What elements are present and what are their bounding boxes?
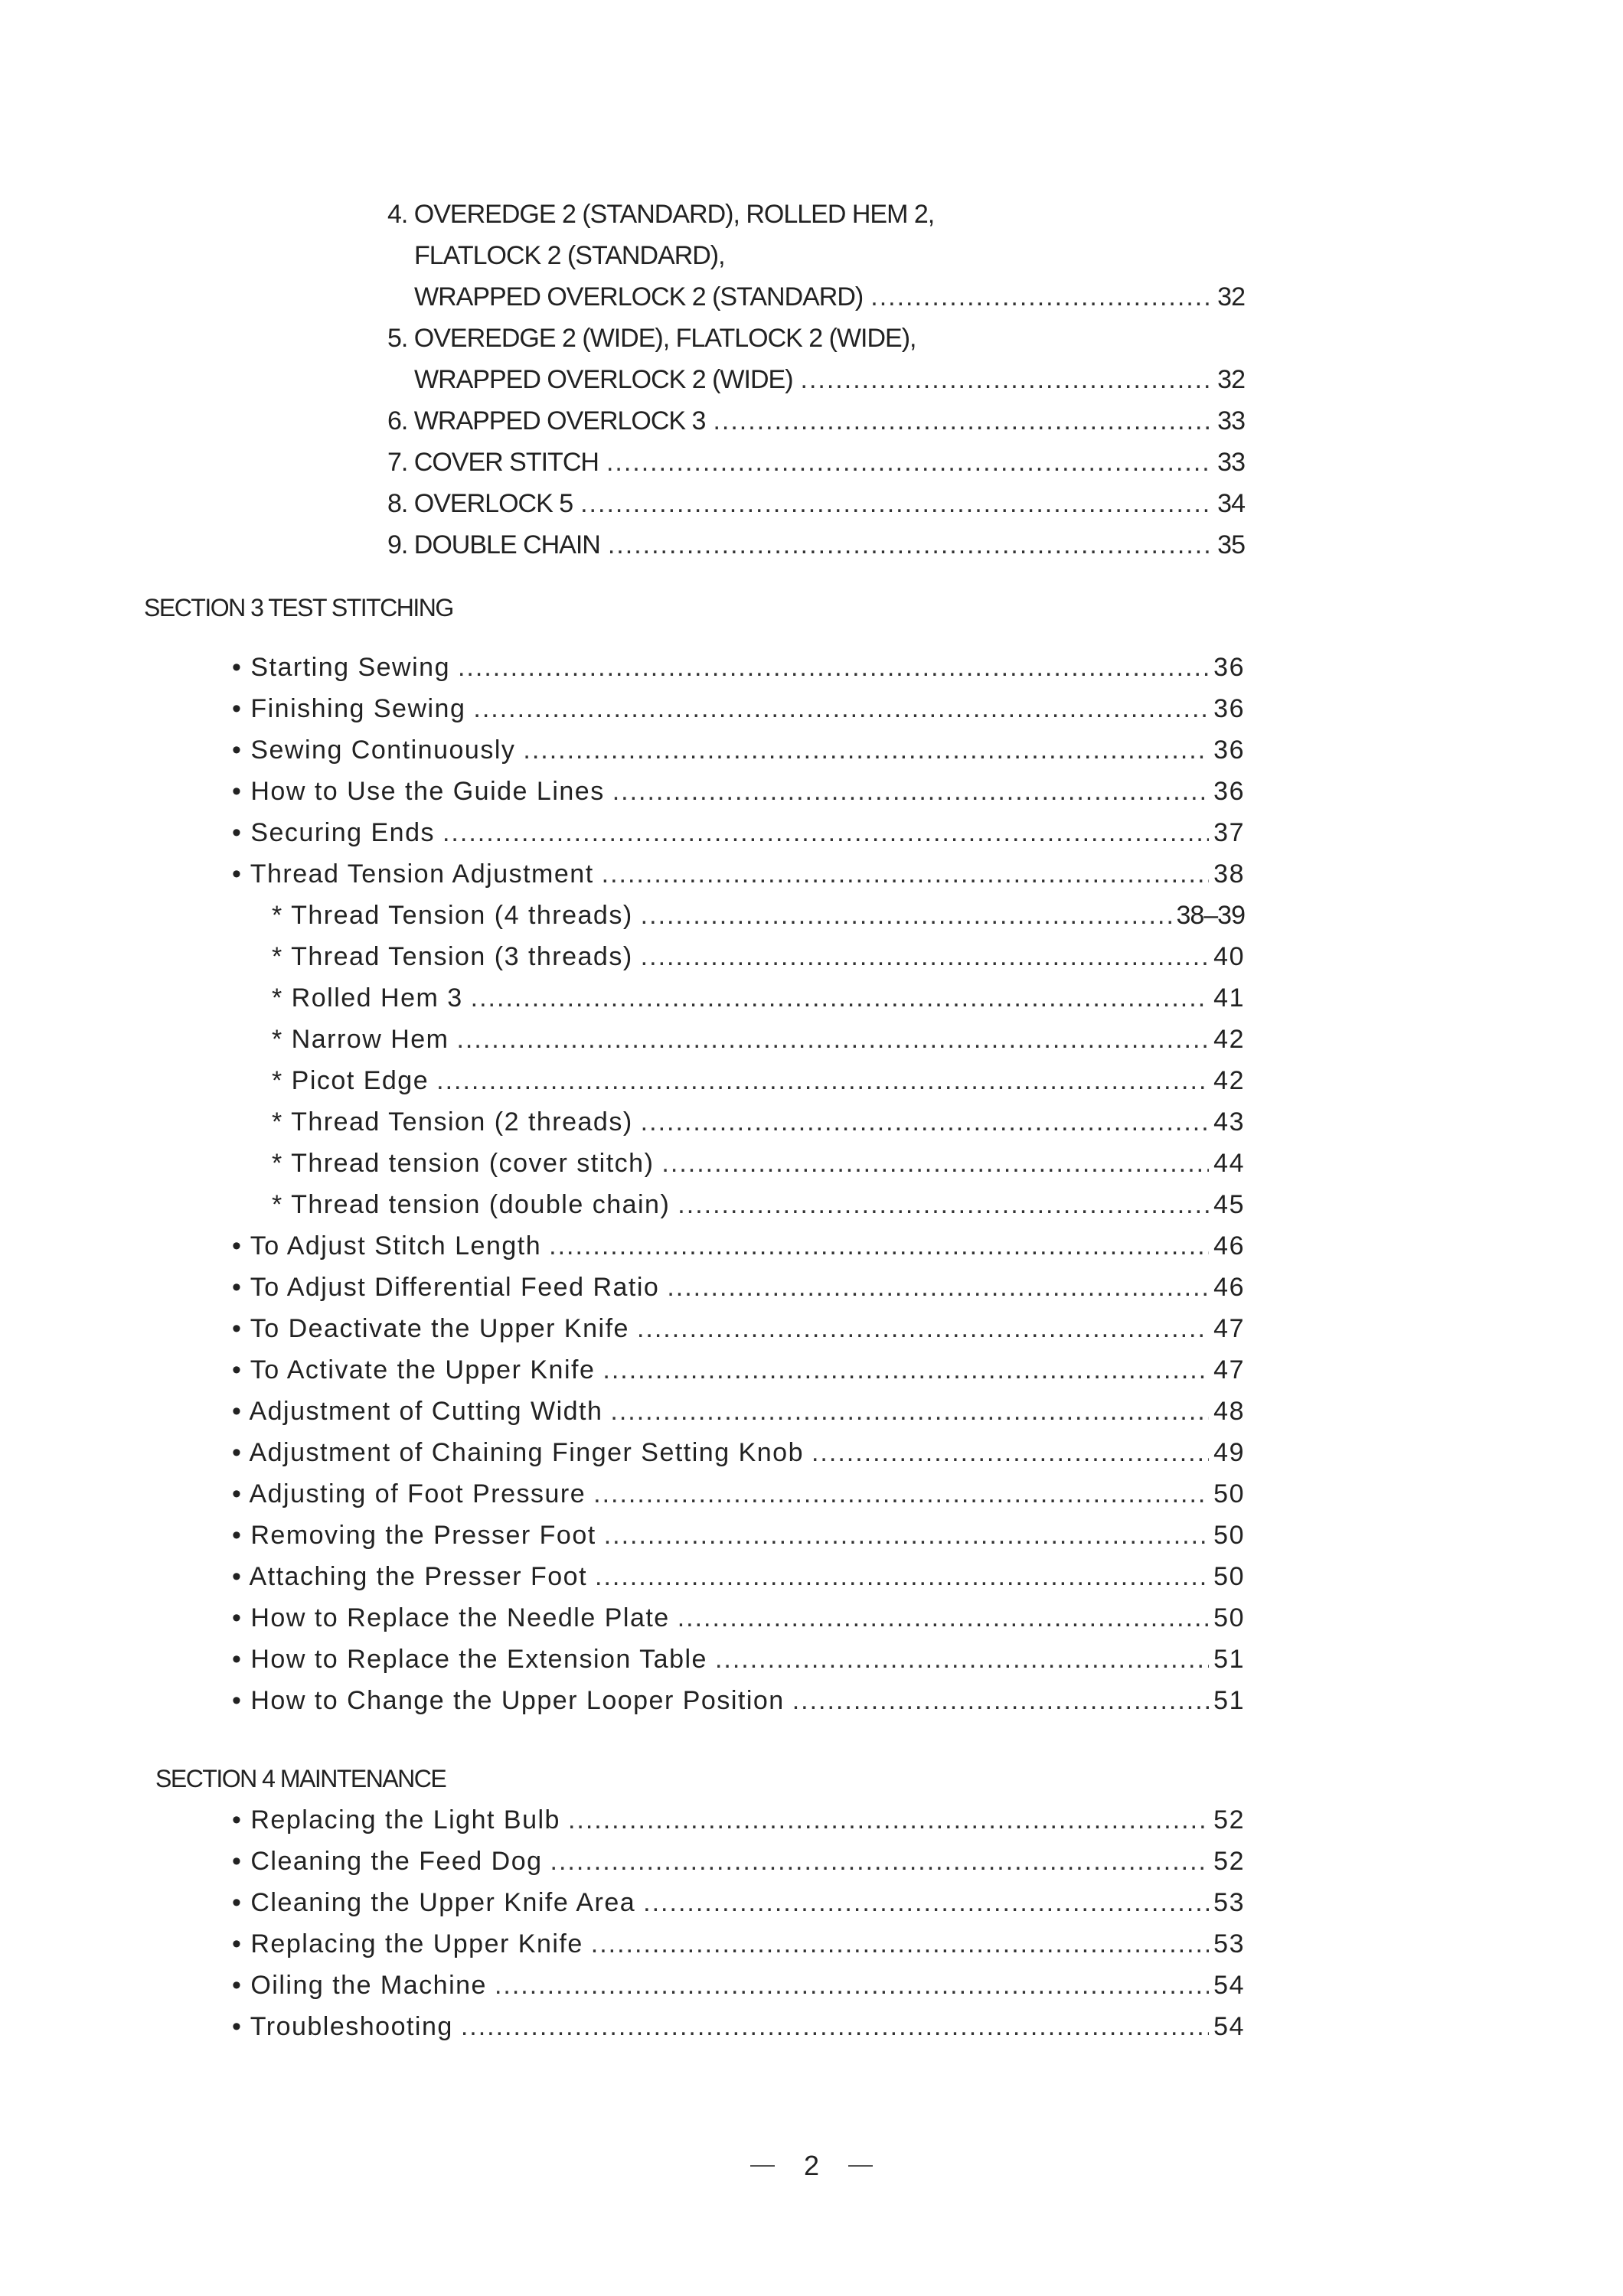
toc-entry-label: • Replacing the Light Bulb — [232, 1805, 560, 1835]
footer-dash-right — [848, 2165, 873, 2167]
toc-entry-label: 6. WRAPPED OVERLOCK 3 — [387, 406, 706, 435]
toc-entry-label: • Adjustment of Cutting Width — [232, 1397, 603, 1426]
toc-entry-label: • Cleaning the Upper Knife Area — [232, 1888, 636, 1917]
toc-entry-page: 51 — [1213, 1645, 1245, 1674]
toc-entry-page: 43 — [1213, 1107, 1245, 1137]
toc-entry-label: * Rolled Hem 3 — [272, 983, 463, 1013]
toc-entry-label: • How to Replace the Extension Table — [232, 1645, 707, 1674]
toc-entry[interactable] — [232, 2008, 1245, 2045]
toc-entry-label: 7. COVER STITCH — [387, 448, 599, 477]
toc-entry-label: • Adjustment of Chaining Finger Setting Knob — [232, 1438, 804, 1467]
toc-entry-label: * Thread Tension (2 threads) — [272, 1107, 633, 1137]
toc-entry-page: 33 — [1217, 406, 1245, 435]
dot-leader — [604, 1517, 1209, 1554]
toc-entry-page: 36 — [1213, 653, 1245, 682]
toc-entry-label: * Thread Tension (3 threads) — [272, 942, 633, 971]
toc-entry-label: * Thread tension (double chain) — [272, 1190, 671, 1219]
dot-leader — [473, 690, 1209, 727]
toc-entry[interactable] — [232, 814, 1245, 851]
toc-entry-label: • Cleaning the Feed Dog — [232, 1847, 543, 1876]
toc-entry-label: * Thread Tension (4 threads) — [272, 901, 633, 930]
dot-leader — [610, 1393, 1209, 1430]
dot-leader — [641, 1104, 1210, 1140]
toc-entry-page: 36 — [1213, 777, 1245, 806]
toc-entry-label: 5. OVEREDGE 2 (WIDE), FLATLOCK 2 (WIDE), — [387, 324, 916, 353]
dot-leader — [643, 1884, 1209, 1921]
toc-entry[interactable] — [232, 856, 1245, 892]
toc-entry[interactable] — [232, 690, 1245, 727]
toc-entry-page: 33 — [1217, 448, 1245, 477]
toc-entry-label: 9. DOUBLE CHAIN — [387, 530, 600, 559]
toc-entry-label: FLATLOCK 2 (STANDARD), — [414, 241, 725, 270]
toc-entry-page: 41 — [1213, 983, 1245, 1013]
toc-entry-page: 52 — [1213, 1805, 1245, 1835]
dot-leader — [591, 1926, 1209, 1962]
toc-entry-page: 50 — [1213, 1479, 1245, 1508]
toc-entry[interactable] — [232, 1843, 1245, 1880]
toc-entry[interactable] — [387, 196, 1245, 233]
toc-entry[interactable] — [387, 527, 1245, 563]
dot-leader — [678, 1600, 1209, 1636]
dot-leader — [550, 1843, 1210, 1880]
section-heading-maintenance: SECTION 4 MAINTENANCE — [155, 1765, 446, 1792]
toc-entry[interactable] — [387, 403, 1245, 439]
dot-leader — [495, 1967, 1209, 2004]
toc-entry-page: 50 — [1213, 1521, 1245, 1550]
page-number: 2 — [803, 2150, 820, 2181]
toc-entry[interactable] — [387, 444, 1245, 481]
toc-entry[interactable] — [232, 1476, 1245, 1512]
footer-dash-left — [750, 2165, 775, 2167]
toc-entry-page: 50 — [1213, 1562, 1245, 1591]
dot-leader — [792, 1682, 1209, 1719]
toc-entry-label: * Narrow Hem — [272, 1025, 449, 1054]
toc-entry-label: 8. OVERLOCK 5 — [387, 489, 573, 518]
dot-leader — [801, 361, 1213, 398]
dot-leader — [667, 1269, 1209, 1306]
toc-entry[interactable] — [272, 1021, 1245, 1058]
dot-leader — [606, 444, 1213, 481]
toc-entry[interactable] — [232, 1228, 1245, 1264]
toc-entry[interactable] — [232, 1926, 1245, 1962]
toc-entry[interactable] — [387, 320, 1245, 357]
toc-entry-page: 50 — [1213, 1603, 1245, 1632]
toc-entry-label: WRAPPED OVERLOCK 2 (WIDE) — [414, 365, 793, 394]
toc-entry[interactable] — [232, 1641, 1245, 1678]
toc-entry-page: 40 — [1213, 942, 1245, 971]
toc-entry-label: • Sewing Continuously — [232, 735, 516, 765]
toc-entry-label: • How to Use the Guide Lines — [232, 777, 605, 806]
toc-entry-page: 46 — [1213, 1231, 1245, 1261]
toc-entry[interactable] — [232, 1967, 1245, 2004]
toc-entry-page: 51 — [1213, 1686, 1245, 1715]
toc-entry-page: 46 — [1213, 1273, 1245, 1302]
dot-leader — [602, 856, 1210, 892]
dot-leader — [458, 649, 1209, 686]
toc-entry-label: * Picot Edge — [272, 1066, 429, 1095]
toc-entry[interactable] — [272, 1145, 1245, 1182]
toc-entry-page: 45 — [1213, 1190, 1245, 1219]
toc-entry-label: • To Activate the Upper Knife — [232, 1355, 596, 1384]
toc-entry-page: 47 — [1213, 1355, 1245, 1384]
toc-entry-page: 34 — [1217, 489, 1245, 518]
toc-entry-page: 35 — [1217, 530, 1245, 559]
toc-entry-label: • How to Replace the Needle Plate — [232, 1603, 670, 1632]
toc-entry[interactable] — [232, 1600, 1245, 1636]
toc-entry-page: 49 — [1213, 1438, 1245, 1467]
toc-entry[interactable] — [232, 1434, 1245, 1471]
toc-entry-page: 32 — [1217, 365, 1245, 394]
toc-entry-page: 54 — [1213, 2012, 1245, 2041]
dot-leader — [661, 1145, 1209, 1182]
dot-leader — [612, 773, 1209, 810]
toc-entry-label: 4. OVEREDGE 2 (STANDARD), ROLLED HEM 2, — [387, 200, 935, 229]
dot-leader — [812, 1434, 1209, 1471]
toc-entry-label: • To Deactivate the Upper Knife — [232, 1314, 629, 1343]
dot-leader — [593, 1476, 1209, 1512]
dot-leader — [715, 1641, 1209, 1678]
toc-entry[interactable] — [232, 1558, 1245, 1595]
dot-leader — [580, 485, 1213, 522]
toc-entry-page: 52 — [1213, 1847, 1245, 1876]
toc-entry-page: 48 — [1213, 1397, 1245, 1426]
dot-leader — [549, 1228, 1209, 1264]
toc-entry-label: • To Adjust Differential Feed Ratio — [232, 1273, 660, 1302]
toc-entry[interactable] — [272, 1104, 1245, 1140]
toc-entry[interactable] — [232, 1682, 1245, 1719]
toc-entry[interactable] — [272, 980, 1245, 1016]
page-footer — [750, 2147, 873, 2185]
toc-entry[interactable] — [272, 1186, 1245, 1223]
toc-entry-label: • Oiling the Machine — [232, 1971, 487, 2000]
dot-leader — [595, 1558, 1209, 1595]
dot-leader — [608, 527, 1213, 563]
toc-entry-page: 44 — [1213, 1149, 1245, 1178]
dot-leader — [436, 1062, 1209, 1099]
toc-entry-page: 36 — [1213, 735, 1245, 765]
dot-leader — [456, 1021, 1209, 1058]
toc-entry[interactable] — [232, 732, 1245, 768]
dot-leader — [713, 403, 1213, 439]
toc-entry[interactable] — [232, 1269, 1245, 1306]
dot-leader — [461, 2008, 1209, 2045]
toc-entry-page: 37 — [1213, 818, 1245, 847]
toc-entry[interactable] — [232, 1310, 1245, 1347]
toc-entry[interactable] — [272, 938, 1245, 975]
dot-leader — [641, 897, 1172, 934]
toc-entry-page: 36 — [1213, 694, 1245, 723]
toc-entry-label: • Attaching the Presser Foot — [232, 1562, 588, 1591]
toc-entry[interactable] — [272, 897, 1245, 934]
toc-entry-label: • Adjusting of Foot Pressure — [232, 1479, 586, 1508]
toc-entry[interactable] — [232, 1802, 1245, 1838]
dot-leader — [523, 732, 1209, 768]
dot-leader — [568, 1802, 1209, 1838]
toc-entry[interactable] — [232, 649, 1245, 686]
toc-entry[interactable] — [387, 485, 1245, 522]
toc-entry-label: • Replacing the Upper Knife — [232, 1929, 583, 1958]
toc-entry-page: 38 — [1213, 859, 1245, 889]
toc-entry[interactable] — [272, 1062, 1245, 1099]
toc-entry-label: • Troubleshooting — [232, 2012, 453, 2041]
dot-leader — [637, 1310, 1209, 1347]
toc-entry-label: • Removing the Presser Foot — [232, 1521, 596, 1550]
dot-leader — [870, 279, 1213, 315]
toc-entry-page: 42 — [1213, 1066, 1245, 1095]
toc-entry[interactable] — [232, 1352, 1245, 1388]
toc-entry-page: 38–39 — [1176, 901, 1245, 930]
toc-entry-label: WRAPPED OVERLOCK 2 (STANDARD) — [414, 282, 864, 311]
section-heading-test-stitching: SECTION 3 TEST STITCHING — [144, 594, 453, 621]
toc-entry-label: • Securing Ends — [232, 818, 435, 847]
toc-entry-page: 54 — [1213, 1971, 1245, 2000]
toc-entry-label: • Thread Tension Adjustment — [232, 859, 594, 889]
toc-entry[interactable] — [232, 773, 1245, 810]
toc-entry[interactable] — [414, 237, 1245, 274]
toc-entry-label: • To Adjust Stitch Length — [232, 1231, 542, 1261]
dot-leader — [678, 1186, 1209, 1223]
toc-entry[interactable] — [232, 1393, 1245, 1430]
toc-entry-page: 32 — [1217, 282, 1245, 311]
toc-entry[interactable] — [232, 1884, 1245, 1921]
toc-entry-page: 47 — [1213, 1314, 1245, 1343]
toc-entry-page: 53 — [1213, 1888, 1245, 1917]
toc-entry-page: 42 — [1213, 1025, 1245, 1054]
dot-leader — [641, 938, 1210, 975]
toc-entry-label: • Finishing Sewing — [232, 694, 466, 723]
dot-leader — [442, 814, 1209, 851]
toc-entry-label: • How to Change the Upper Looper Position — [232, 1686, 785, 1715]
dot-leader — [471, 980, 1210, 1016]
toc-entry[interactable] — [414, 279, 1245, 315]
toc-entry-page: 53 — [1213, 1929, 1245, 1958]
toc-entry-label: * Thread tension (cover stitch) — [272, 1149, 655, 1178]
toc-entry[interactable] — [414, 361, 1245, 398]
toc-entry-label: • Starting Sewing — [232, 653, 450, 682]
toc-entry[interactable] — [232, 1517, 1245, 1554]
dot-leader — [603, 1352, 1209, 1388]
